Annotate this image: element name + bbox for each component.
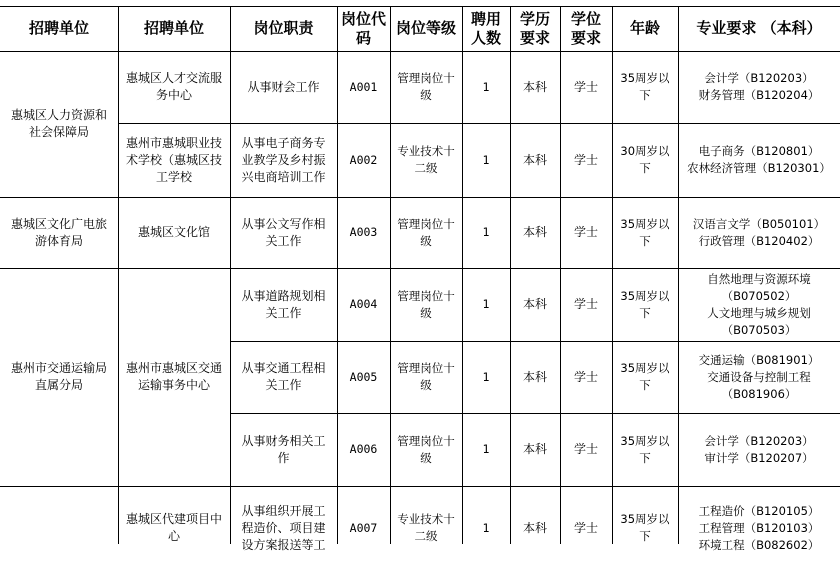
- major-cell: [678, 51, 840, 123]
- grade-cell-line: 二级: [414, 529, 438, 543]
- count-cell-line: 1: [482, 297, 490, 311]
- header-education: [510, 6, 560, 51]
- department-cell: [0, 51, 118, 197]
- grade-cell-line: 级: [420, 378, 432, 392]
- age-cell-line: 35周岁以: [620, 361, 670, 375]
- education-cell-line: 本科: [522, 442, 547, 456]
- education-cell: [510, 413, 560, 486]
- grade-cell: [390, 268, 462, 341]
- count-cell-line: 1: [482, 520, 490, 535]
- major-cell-line: 交通设备与控制工程: [707, 369, 811, 384]
- age-cell-line: 下: [639, 529, 651, 543]
- code-cell: [337, 197, 390, 268]
- major-cell-line: 交通运输（B081901）: [698, 352, 820, 367]
- duty-cell: [230, 197, 337, 268]
- age-cell-line: 下: [639, 88, 651, 102]
- degree-cell-line: 学士: [573, 442, 598, 456]
- age-cell-line: 30周岁以: [620, 144, 670, 158]
- code-cell-line: A004: [349, 297, 378, 311]
- grade-cell: [390, 413, 462, 486]
- education-cell-line: 本科: [522, 152, 547, 167]
- department-cell: [0, 268, 118, 486]
- code-cell: [337, 123, 390, 197]
- age-cell-line: 下: [639, 450, 651, 465]
- major-cell: [678, 123, 840, 197]
- count-cell: [462, 123, 510, 197]
- age-cell-line: 35周岁以: [620, 216, 670, 231]
- age-cell: [612, 51, 678, 123]
- duty-cell-line: 关工作: [265, 305, 302, 320]
- code-cell: [337, 486, 390, 570]
- duty-cell-line: 从事公文写作相: [241, 216, 326, 231]
- degree-cell-line: 学士: [573, 225, 598, 239]
- count-cell: [462, 486, 510, 570]
- degree-cell: [560, 51, 612, 123]
- education-cell: [510, 341, 560, 413]
- header-unit-label: 招聘单位: [28, 19, 89, 37]
- employer-cell-line: 术学校（惠城区技: [125, 152, 222, 167]
- count-cell-line: 1: [482, 442, 490, 456]
- header-count-line2: 人数: [470, 28, 501, 47]
- age-cell: [612, 197, 678, 268]
- major-cell-line: （B081906）: [721, 386, 797, 401]
- major-cell: [678, 197, 840, 268]
- count-cell: [462, 413, 510, 486]
- department-cell-line: 惠城区文化广电旅: [10, 216, 107, 231]
- header-duty: [230, 6, 337, 51]
- employer-cell-line: 惠城区人才交流服: [125, 71, 222, 85]
- degree-cell-line: 学士: [573, 152, 598, 167]
- employer-cell-line: 惠州市惠城职业技: [125, 135, 222, 150]
- header-grade: [390, 6, 462, 51]
- header-degree-line1: 学位: [570, 9, 601, 28]
- header-unit: [0, 6, 118, 51]
- header-code-line2: 码: [355, 28, 371, 47]
- employer-cell-line: 心: [167, 529, 180, 543]
- count-cell-line: 1: [482, 79, 490, 94]
- header-education-line2: 要求: [519, 28, 550, 47]
- code-cell-line: A007: [349, 520, 378, 535]
- code-cell: [337, 341, 390, 413]
- degree-cell: [560, 268, 612, 341]
- major-cell-line: 工程管理（B120103）: [698, 520, 820, 535]
- code-cell-line: A006: [349, 442, 378, 456]
- duty-cell-line: 兴电商培训工作: [241, 169, 326, 184]
- major-cell-line: 人文地理与城乡规划: [707, 305, 811, 320]
- employer-cell: [118, 486, 230, 570]
- education-cell: [510, 486, 560, 570]
- employer-cell-line: 运输事务中心: [137, 378, 210, 392]
- employer-cell: [118, 197, 230, 268]
- age-cell: [612, 123, 678, 197]
- degree-cell-line: 学士: [573, 369, 598, 384]
- count-cell: [462, 51, 510, 123]
- header-major-label: 专业要求 （本科）: [696, 19, 822, 37]
- major-cell-line: （B070503）: [721, 322, 797, 337]
- major-cell-line: 会计学（B120203）: [704, 433, 814, 448]
- age-cell-line: 35周岁以: [620, 433, 670, 448]
- major-cell-line: 汉语言文学（B050101）: [692, 216, 826, 231]
- employer-cell-line: 惠城区文化馆: [137, 225, 210, 239]
- code-cell: [337, 268, 390, 341]
- duty-cell: [230, 51, 337, 123]
- header-grade-label: 岗位等级: [395, 19, 456, 37]
- age-cell-line: 下: [639, 378, 651, 392]
- age-cell-line: 下: [639, 305, 651, 320]
- code-cell-line: A003: [349, 225, 378, 239]
- major-cell-line: 电子商务（B120801）: [698, 144, 820, 158]
- employer-cell-line: 工学校: [155, 169, 192, 184]
- count-cell-line: 1: [482, 225, 490, 239]
- age-cell: [612, 486, 678, 570]
- duty-cell-line: 业教学及乡村振: [241, 152, 326, 167]
- duty-cell-line: 从事财务相关工: [241, 433, 326, 448]
- grade-cell: [390, 197, 462, 268]
- education-cell: [510, 268, 560, 341]
- major-cell-line: 自然地理与资源环境: [707, 271, 811, 286]
- count-cell: [462, 341, 510, 413]
- education-cell-line: 本科: [522, 297, 547, 311]
- grade-cell-line: 管理岗位十: [397, 216, 455, 231]
- age-cell: [612, 268, 678, 341]
- duty-cell-line: 从事道路规划相: [241, 288, 326, 303]
- age-cell-line: 下: [639, 161, 651, 175]
- count-cell: [462, 197, 510, 268]
- grade-cell-line: 管理岗位十: [397, 288, 455, 303]
- header-duty-label: 岗位职责: [253, 19, 314, 37]
- duty-cell: [230, 413, 337, 486]
- grade-cell-line: 级: [420, 305, 432, 320]
- header-degree-line2: 要求: [570, 28, 601, 47]
- major-cell: [678, 413, 840, 486]
- header-degree: [560, 6, 612, 51]
- department-cell-line: 游体育局: [34, 233, 83, 248]
- code-cell-line: A005: [349, 369, 378, 384]
- major-cell-line: 工程造价（B120105）: [698, 503, 820, 518]
- major-cell: [678, 341, 840, 413]
- grade-cell-line: 管理岗位十: [397, 433, 455, 448]
- employer-cell: [118, 51, 230, 123]
- grade-cell: [390, 51, 462, 123]
- grade-cell-line: 级: [420, 233, 432, 248]
- duty-cell-line: 设方案报送等工: [241, 537, 326, 552]
- major-cell-line: （B070502）: [721, 288, 797, 303]
- grade-cell-line: 专业技术十: [397, 512, 455, 526]
- duty-cell-line: 从事电子商务专: [241, 135, 326, 150]
- major-cell-line: 农林经济管理（B120301）: [687, 161, 831, 175]
- employer-cell-line: 务中心: [155, 88, 192, 102]
- duty-cell-line: 关工作: [265, 233, 302, 248]
- major-cell-line: 审计学（B120207）: [704, 450, 814, 465]
- duty-cell: [230, 268, 337, 341]
- degree-cell-line: 学士: [573, 297, 598, 311]
- count-cell-line: 1: [482, 152, 490, 167]
- header-age-label: 年龄: [629, 19, 660, 37]
- count-cell: [462, 268, 510, 341]
- grade-cell-line: 管理岗位十: [397, 361, 455, 375]
- grade-cell-line: 专业技术十: [397, 144, 455, 158]
- header-code-line1: 岗位代: [340, 9, 386, 28]
- grade-cell-line: 管理岗位十: [397, 71, 455, 85]
- header-count: [462, 6, 510, 51]
- major-cell-line: 环境工程（B082602）: [698, 537, 820, 552]
- degree-cell: [560, 197, 612, 268]
- education-cell: [510, 123, 560, 197]
- department-cell-line: 社会保障局: [28, 125, 89, 139]
- header-major: [678, 6, 840, 51]
- department-cell: [0, 197, 118, 268]
- header-count-line1: 聘用: [470, 9, 501, 28]
- age-cell: [612, 341, 678, 413]
- header-age: [612, 6, 678, 51]
- code-cell-line: A001: [349, 79, 378, 94]
- employer-cell-line: 惠城区代建项目中: [125, 512, 222, 526]
- education-cell: [510, 197, 560, 268]
- education-cell-line: 本科: [522, 369, 547, 384]
- grade-cell-line: 级: [420, 450, 432, 465]
- duty-cell-line: 作: [277, 450, 290, 465]
- code-cell: [337, 51, 390, 123]
- duty-cell-line: 程造价、项目建: [241, 520, 326, 535]
- count-cell-line: 1: [482, 369, 490, 384]
- header-code: [337, 6, 390, 51]
- department-cell-line: 惠州市交通运输局: [10, 361, 107, 375]
- degree-cell: [560, 486, 612, 570]
- education-cell: [510, 51, 560, 123]
- age-cell-line: 下: [639, 233, 651, 248]
- duty-cell: [230, 341, 337, 413]
- education-cell-line: 本科: [522, 520, 547, 535]
- age-cell-line: 35周岁以: [620, 71, 670, 85]
- degree-cell-line: 学士: [573, 520, 598, 535]
- grade-cell: [390, 486, 462, 570]
- employer-cell: [118, 268, 230, 486]
- major-cell: [678, 268, 840, 341]
- header-subunit-label: 招聘单位: [143, 19, 204, 37]
- grade-cell: [390, 341, 462, 413]
- duty-cell: [230, 486, 337, 570]
- duty-cell-line: 关工作: [265, 378, 302, 392]
- department-cell-line: 直属分局: [34, 378, 83, 392]
- grade-cell-line: 二级: [414, 161, 438, 175]
- major-cell-line: 会计学（B120203）: [704, 71, 814, 85]
- duty-cell-line: 从事交通工程相: [241, 361, 326, 375]
- degree-cell-line: 学士: [573, 79, 598, 94]
- age-cell: [612, 413, 678, 486]
- education-cell-line: 本科: [522, 225, 547, 239]
- duty-cell-line: 从事财会工作: [247, 79, 320, 94]
- education-cell-line: 本科: [522, 79, 547, 94]
- major-cell: [678, 486, 840, 570]
- employer-cell-line: 惠州市惠城区交通: [125, 361, 222, 375]
- duty-cell: [230, 123, 337, 197]
- code-cell: [337, 413, 390, 486]
- age-cell-line: 35周岁以: [620, 512, 670, 526]
- grade-cell: [390, 123, 462, 197]
- employer-cell: [118, 123, 230, 197]
- duty-cell-line: 从事组织开展工: [241, 503, 326, 518]
- department-cell-line: 惠城区人力资源和: [10, 108, 107, 122]
- grade-cell-line: 级: [420, 88, 432, 102]
- degree-cell: [560, 341, 612, 413]
- major-cell-line: 行政管理（B120402）: [698, 233, 820, 248]
- header-subunit: [118, 6, 230, 51]
- major-cell-line: 财务管理（B120204）: [698, 88, 820, 102]
- code-cell-line: A002: [349, 152, 378, 167]
- age-cell-line: 35周岁以: [620, 288, 670, 303]
- header-education-line1: 学历: [519, 9, 550, 28]
- degree-cell: [560, 413, 612, 486]
- degree-cell: [560, 123, 612, 197]
